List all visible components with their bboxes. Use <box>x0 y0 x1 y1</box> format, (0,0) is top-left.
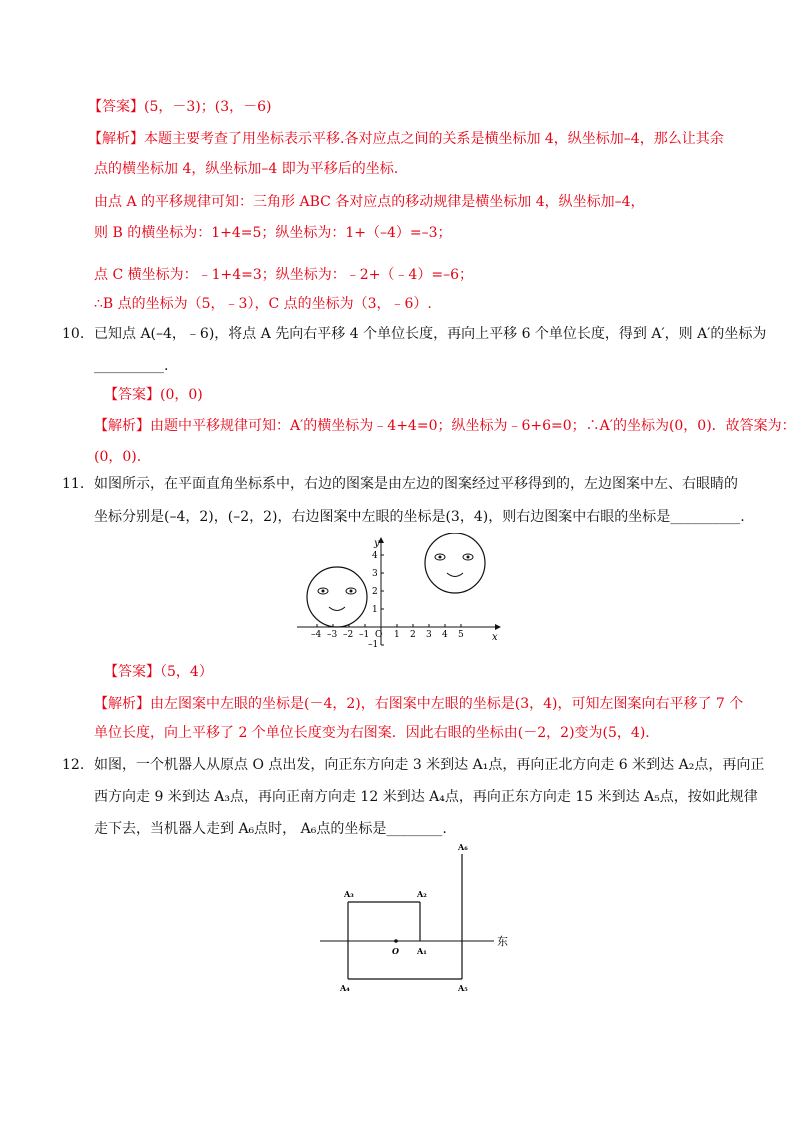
x-tick-label: –2 <box>343 630 354 640</box>
q10-text-line-1: 已知点 A(–4，﹣6)，将点 A 先向右平移 4 个单位长度，再向上平移 6 个单位长度，得到 A′，则 A′的坐标为 <box>94 326 767 342</box>
origin-label: O <box>375 630 383 640</box>
x-axis-arrow <box>495 624 501 630</box>
q12-text-line-3: 走下去，当机器人走到 A₆点时， A₆点的坐标是________. <box>94 821 447 837</box>
point-label-a4: A₄ <box>340 983 350 993</box>
point-label-a6: A₆ <box>458 842 468 852</box>
point-label-a5: A₅ <box>458 983 468 993</box>
x-axis-label: x <box>492 632 498 643</box>
q10-number: 10. <box>62 326 85 342</box>
q11-text-line-1: 如图所示，在平面直角坐标系中，右边的图案是由左边的图案经过平移得到的，左边图案中左、右眼睛的 <box>94 476 738 492</box>
q10-analysis-line-2: (0，0). <box>94 449 142 465</box>
q9-answer: 【答案】(5，－3)；(3，－6) <box>88 99 272 115</box>
q9-analysis-line-1: 【解析】本题主要考查了用坐标表示平移.各对应点之间的关系是横坐标加 4，纵坐标加–4，那么让其余 <box>88 131 724 147</box>
q11-answer: 【答案】（5，4） <box>104 664 213 680</box>
robot-path <box>348 854 462 979</box>
x-tick-label: 3 <box>426 630 432 640</box>
q11-text-line-2: 坐标分别是(–4，2)，(–2，2)，右边图案中左眼的坐标是(3，4)，则右边图案中右眼的坐标是__________. <box>94 509 745 525</box>
q9-analysis-line-4: 则 B 的横坐标为：1+4=5；纵坐标为：1+（–4）=–3； <box>94 225 452 241</box>
origin-point <box>394 939 398 943</box>
x-tick-label: 1 <box>394 630 400 640</box>
left-face <box>307 567 367 627</box>
point-label-a1: A₁ <box>417 946 427 956</box>
y-tick-label: 3 <box>372 569 378 579</box>
x-tick-label: –1 <box>359 630 370 640</box>
y-tick-label: 2 <box>372 587 378 597</box>
y-axis-label: y <box>374 538 380 549</box>
q12-text-line-2: 西方向走 9 米到达 A₃点，再向正南方向走 12 米到达 A₄点，再向正东方向走 15 米到达 A₅点，按如此规律 <box>94 789 758 805</box>
x-tick-label: –3 <box>327 630 338 640</box>
q10-answer: 【答案】(0，0) <box>104 387 203 403</box>
q10-text-line-2: __________. <box>94 358 169 374</box>
right-face <box>425 533 485 593</box>
q11-analysis-line-2: 单位长度，向上平移了 2 个单位长度变为右图案．因此右眼的坐标由(－2，2)变为(5，4). <box>94 725 650 741</box>
y-tick-label: 1 <box>372 605 378 615</box>
q10-analysis-line-1: 【解析】由题中平移规律可知：A′的横坐标为﹣4+4=0；纵坐标为﹣6+6=0；∴A′的坐标为(0，0)．故答案为： <box>94 418 796 434</box>
y-tick-label: –1 <box>368 640 379 650</box>
x-tick-label: 5 <box>458 630 464 640</box>
east-label: 东 <box>497 935 508 948</box>
q12-text-line-1: 如图，一个机器人从原点 O 点出发，向正东方向走 3 米到达 A₁点，再向正北方向走 6 米到达 A₂点，再向正 <box>94 757 765 773</box>
q11-analysis-line-1: 【解析】由左图案中左眼的坐标是(－4，2)，右图案中左眼的坐标是(3，4)，可知左图案向右平移了 7 个 <box>94 696 744 712</box>
q11-coordinate-figure <box>295 533 505 651</box>
q12-robot-path-figure <box>318 838 518 998</box>
q9-analysis-line-3: 由点 A 的平移规律可知：三角形 ABC 各对应点的移动规律是横坐标加 4，纵坐标加–4， <box>94 194 645 210</box>
x-tick-label: –4 <box>311 630 322 640</box>
origin-label: O <box>392 946 399 956</box>
point-label-a2: A₂ <box>417 889 427 899</box>
x-tick-label: 4 <box>442 630 448 640</box>
q9-analysis-line-2: 点的横坐标加 4，纵坐标加–4 即为平移后的坐标. <box>94 161 399 177</box>
q9-analysis-line-5: 点 C 横坐标为：﹣1+4=3；纵坐标为：﹣2+（﹣4）=–6； <box>94 267 473 283</box>
q12-number: 12. <box>62 757 85 773</box>
q9-analysis-line-6: ∴B 点的坐标为（5，﹣3），C 点的坐标为（3，﹣6）. <box>94 296 432 312</box>
point-label-a3: A₃ <box>344 889 354 899</box>
q11-number: 11. <box>62 476 85 492</box>
y-tick-label: 4 <box>372 551 378 561</box>
x-tick-label: 2 <box>410 630 416 640</box>
